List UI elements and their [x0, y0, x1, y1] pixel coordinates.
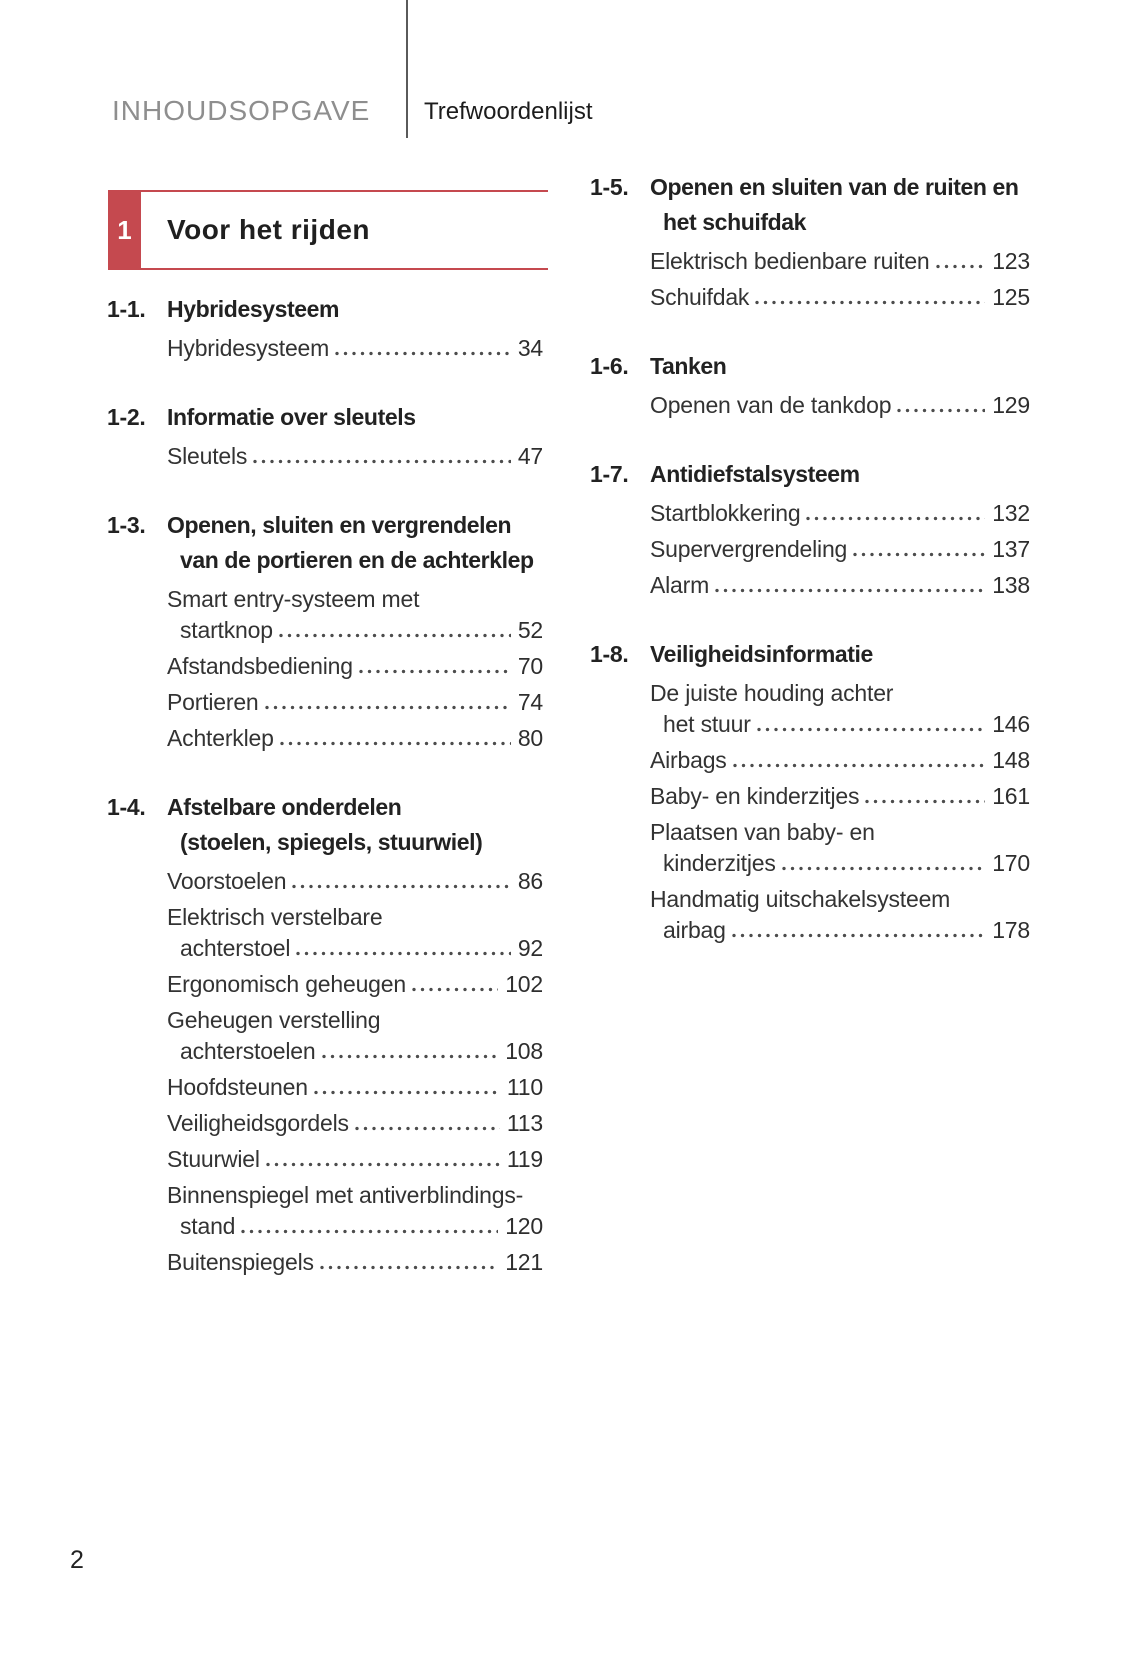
toc-entry[interactable]	[650, 675, 1030, 742]
toc-entry[interactable]	[650, 814, 1030, 881]
entry-label: Startblokkering	[650, 500, 801, 526]
entry-label: Handmatig uitschakelsysteem	[650, 886, 951, 912]
entry-page-number: 113	[506, 1110, 543, 1136]
entry-label: Alarm	[650, 572, 710, 598]
section-1-4	[107, 790, 543, 1280]
entry-page-number: 129	[992, 392, 1030, 418]
toc-entry[interactable]	[650, 495, 1030, 531]
entry-page-number: 110	[506, 1074, 543, 1100]
toc-entry[interactable]	[167, 863, 543, 899]
section-title: Openen en sluiten van de ruiten en het schuifdak	[650, 174, 1019, 235]
entry-page-number: 34	[517, 335, 543, 361]
index-link[interactable]: Trefwoordenlijst	[424, 98, 593, 125]
dotted-leader	[279, 633, 511, 638]
entry-label: Geheugen verstelling	[167, 1007, 381, 1033]
toc-entry[interactable]	[650, 387, 1030, 423]
entry-label: Hybridesysteem	[167, 335, 330, 361]
entry-label: Stuurwiel	[167, 1146, 260, 1172]
entry-label: Voorstoelen	[167, 868, 287, 894]
dotted-leader	[296, 951, 511, 956]
toc-entry[interactable]	[167, 720, 543, 756]
page-number: 2	[70, 1546, 84, 1574]
entry-label: De juiste houding achter	[650, 680, 894, 706]
dotted-leader	[412, 987, 498, 992]
section-1-8	[590, 637, 1030, 948]
toc-entry[interactable]	[167, 1141, 543, 1177]
entry-label: Openen van de tankdop	[650, 392, 892, 418]
dotted-leader	[292, 884, 511, 889]
entry-label: Portieren	[167, 689, 259, 715]
dotted-leader	[732, 933, 985, 938]
section-number: 1-7.	[590, 461, 629, 487]
dotted-leader	[733, 763, 986, 768]
dotted-leader	[757, 727, 986, 732]
section-title: Informatie over sleutels	[167, 404, 416, 430]
chapter-number-badge: 1	[108, 192, 141, 268]
section-1-3	[107, 508, 543, 756]
entry-label: Plaatsen van baby- en	[650, 819, 875, 845]
dotted-leader	[253, 459, 511, 464]
section-1-5	[590, 170, 1030, 315]
toc-entry[interactable]	[650, 279, 1030, 315]
toc-entry[interactable]	[167, 1069, 543, 1105]
toc-entry[interactable]	[167, 684, 543, 720]
dotted-leader	[320, 1265, 498, 1270]
section-title: Veiligheidsinformatie	[650, 641, 873, 667]
section-number: 1-4.	[107, 794, 146, 820]
dotted-leader	[359, 669, 511, 674]
dotted-leader	[314, 1090, 500, 1095]
dotted-leader	[266, 1162, 500, 1167]
entry-page-number: 138	[992, 572, 1030, 598]
dotted-leader	[865, 799, 985, 804]
entry-label: Afstandsbediening	[167, 653, 353, 679]
toc-entry[interactable]	[650, 567, 1030, 603]
dotted-leader	[936, 264, 986, 269]
toc-column-right	[590, 170, 1030, 948]
chapter-banner	[108, 190, 548, 270]
section-number: 1-2.	[107, 404, 146, 430]
entry-label: airbag	[663, 917, 726, 943]
dotted-leader	[322, 1054, 499, 1059]
entry-page-number: 146	[992, 711, 1030, 737]
entry-page-number: 102	[505, 971, 543, 997]
entry-page-number: 170	[992, 850, 1030, 876]
entry-label: kinderzitjes	[663, 850, 776, 876]
section-number: 1-6.	[590, 353, 629, 379]
section-1-7	[590, 457, 1030, 603]
entry-page-number: 86	[517, 868, 543, 894]
toc-entry[interactable]	[167, 1002, 543, 1069]
dotted-leader	[265, 705, 511, 710]
section-title: Openen, sluiten en vergrendelen van de portieren en de achterklep	[167, 512, 534, 573]
dotted-leader	[335, 351, 511, 356]
section-1-6	[590, 349, 1030, 423]
entry-page-number: 148	[992, 747, 1030, 773]
entry-label: Veiligheidsgordels	[167, 1110, 349, 1136]
section-number: 1-5.	[590, 174, 629, 200]
entry-page-number: 137	[992, 536, 1030, 562]
entry-page-number: 132	[992, 500, 1030, 526]
dotted-leader	[241, 1229, 498, 1234]
toc-entry[interactable]	[650, 778, 1030, 814]
dotted-leader	[355, 1126, 500, 1131]
entry-label: Ergonomisch geheugen	[167, 971, 406, 997]
entry-label: Baby- en kinderzitjes	[650, 783, 860, 809]
entry-page-number: 123	[992, 248, 1030, 274]
entry-page-number: 70	[517, 653, 543, 679]
entry-label: stand	[180, 1213, 236, 1239]
entry-label: Achterklep	[167, 725, 274, 751]
entry-page-number: 74	[517, 689, 543, 715]
entry-page-number: 80	[517, 725, 543, 751]
toc-entry[interactable]	[167, 966, 543, 1002]
toc-heading: INHOUDSOPGAVE	[112, 95, 371, 126]
entry-page-number: 119	[506, 1146, 543, 1172]
entry-page-number: 52	[517, 617, 543, 643]
entry-label: achterstoel	[180, 935, 291, 961]
toc-entry[interactable]	[650, 243, 1030, 279]
dotted-leader	[853, 552, 985, 557]
entry-label: het stuur	[663, 711, 751, 737]
entry-page-number: 161	[992, 783, 1030, 809]
toc-entry[interactable]	[650, 531, 1030, 567]
entry-page-number: 125	[992, 284, 1030, 310]
chapter-title: Voor het rijden	[167, 214, 370, 245]
entry-label: Smart entry-systeem met	[167, 586, 420, 612]
entry-label: Buitenspiegels	[167, 1249, 314, 1275]
toc-entry[interactable]	[650, 742, 1030, 778]
section-title: Afstelbare onderdelen (stoelen, spiegels, stuurwiel)	[167, 794, 483, 855]
entry-page-number: 47	[517, 443, 543, 469]
section-1-1	[107, 292, 543, 366]
section-1-2	[107, 400, 543, 474]
entry-label: startknop	[180, 617, 273, 643]
dotted-leader	[280, 741, 511, 746]
dotted-leader	[755, 300, 985, 305]
toc-entry[interactable]	[167, 438, 543, 474]
section-title: Hybridesysteem	[167, 296, 340, 322]
entry-label: Sleutels	[167, 443, 248, 469]
dotted-leader	[782, 866, 986, 871]
entry-label: Elektrisch verstelbare	[167, 904, 383, 930]
dotted-leader	[897, 408, 985, 413]
entry-label: Binnenspiegel met antiverblindings-	[167, 1182, 524, 1208]
entry-label: achterstoelen	[180, 1038, 316, 1064]
toc-entry[interactable]	[167, 899, 543, 966]
entry-page-number: 178	[992, 917, 1030, 943]
entry-label: Elektrisch bedienbare ruiten	[650, 248, 930, 274]
entry-page-number: 121	[505, 1249, 543, 1275]
toc-entry[interactable]	[167, 1177, 543, 1244]
dotted-leader	[806, 516, 985, 521]
toc-entry[interactable]	[167, 1244, 543, 1280]
toc-entry[interactable]	[650, 881, 1030, 948]
toc-entry[interactable]	[167, 1105, 543, 1141]
header-divider	[406, 0, 408, 138]
entry-label: Airbags	[650, 747, 727, 773]
section-title: Antidiefstalsysteem	[650, 461, 860, 487]
toc-column-left	[107, 292, 543, 1280]
section-number: 1-3.	[107, 512, 146, 538]
section-number: 1-8.	[590, 641, 629, 667]
toc-entry[interactable]	[167, 648, 543, 684]
entry-label: Schuifdak	[650, 284, 750, 310]
entry-label: Supervergrendeling	[650, 536, 848, 562]
toc-entry[interactable]	[167, 581, 543, 648]
entry-page-number: 120	[505, 1213, 543, 1239]
entry-page-number: 108	[505, 1038, 543, 1064]
entry-page-number: 92	[517, 935, 543, 961]
entry-label: Hoofdsteunen	[167, 1074, 308, 1100]
dotted-leader	[715, 588, 985, 593]
toc-entry[interactable]	[167, 330, 543, 366]
section-title: Tanken	[650, 353, 727, 379]
section-number: 1-1.	[107, 296, 146, 322]
